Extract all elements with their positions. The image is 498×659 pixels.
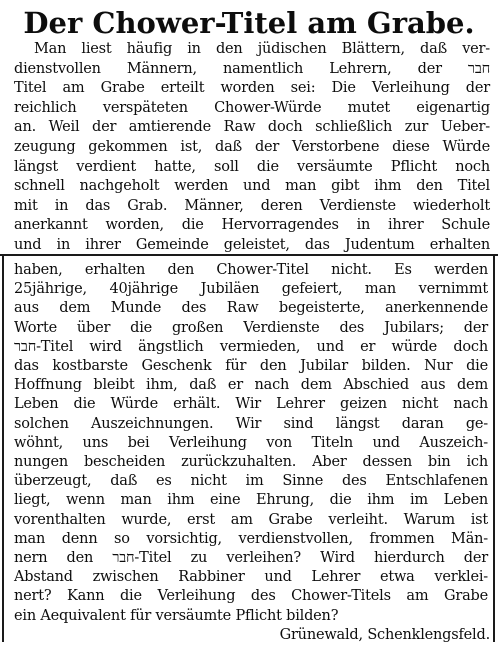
text-line: solchen Auszeichnungen. Wir sind längst daran ge- [14, 415, 488, 432]
text-line: Leben die Würde erhält. Wir Lehrer geizen nicht nach [14, 396, 488, 413]
column-divider-right [493, 254, 495, 642]
text-line: mit in das Grab. Männer, deren Verdienste wiederholt [14, 197, 490, 214]
text-line: liegt, wenn man ihm eine Ehrung, die ihm im Leben [14, 492, 488, 509]
text-line: ein Aequivalent für versäumte Pflicht bilden? [14, 607, 339, 624]
column-divider-horizontal [0, 254, 498, 256]
text-line: das kostbarste Geschenk für den Jubilar bilden. Nur die [14, 358, 488, 374]
text-line: haben, erhalten den Chower-Titel nicht. Es werden [14, 262, 488, 278]
text-line: nern den חבר-Titel zu verleihen? Wird hierdurch der [14, 550, 488, 566]
text-line: Titel am Grabe erteilt worden sei: Die Verleihung der [14, 80, 490, 97]
text-line: wöhnt, uns bei Verleihung von Titeln und Auszeich- [14, 434, 488, 451]
text-line: vorenthalten wurde, erst am Grabe verleiht. Warum ist [14, 511, 488, 528]
text-line: man denn so vorsichtig, verdienstvollen, frommen Män- [14, 530, 488, 547]
text-line: Abstand zwischen Rabbiner und Lehrer etwa verklei- [14, 569, 488, 586]
text-line: überzeugt, daß es nicht im Sinne des Entschlafenen [14, 473, 488, 490]
text-line: nert? Kann die Verleihung des Chower-Titels am Grabe [14, 588, 488, 605]
text-line: חבר-Titel wird ängstlich vermieden, und er würde doch [14, 338, 488, 355]
text-line: 25jährige, 40jährige Jubiläen gefeiert, man vernimmt [14, 281, 488, 298]
article-title: Der Chower-Titel am Grabe. [23, 6, 475, 40]
text-line: Man liest häufig in den jüdischen Blättern, daß ver- [34, 41, 490, 57]
text-line: reichlich verspäteten Chower-Würde mutet eigenartig [14, 99, 490, 116]
text-line: längst verdient hatte, soll die versäumte Pflicht noch [14, 158, 490, 175]
column-divider-left [2, 254, 4, 642]
text-line: anerkannt worden, die Hervorragendes in ihrer Schule [14, 217, 490, 234]
text-line: nungen bescheiden zurückzuhalten. Aber dessen bin ich [14, 454, 488, 470]
text-line: Hoffnung bleibt ihm, daß er nach dem Abschied aus dem [14, 377, 488, 394]
text-line: an. Weil der amtierende Raw doch schließlich zur Ueber- [14, 119, 490, 136]
text-line: aus dem Munde des Raw begeisterte, anerkennende [14, 300, 488, 317]
text-line: schnell nachgeholt werden und man gibt ihm den Titel [14, 178, 490, 195]
text-line: Worte über die großen Verdienste des Jubilars; der [14, 319, 488, 336]
text-line: und in ihrer Gemeinde geleistet, das Judentum erhalten [14, 237, 490, 253]
signature: Grünewald, Schenklengsfeld. [279, 627, 490, 643]
text-line: dienstvollen Männern, namentlich Lehrern, der חבר [14, 60, 490, 77]
text-line: zeugung gekommen ist, daß der Verstorbene diese Würde [14, 139, 490, 155]
